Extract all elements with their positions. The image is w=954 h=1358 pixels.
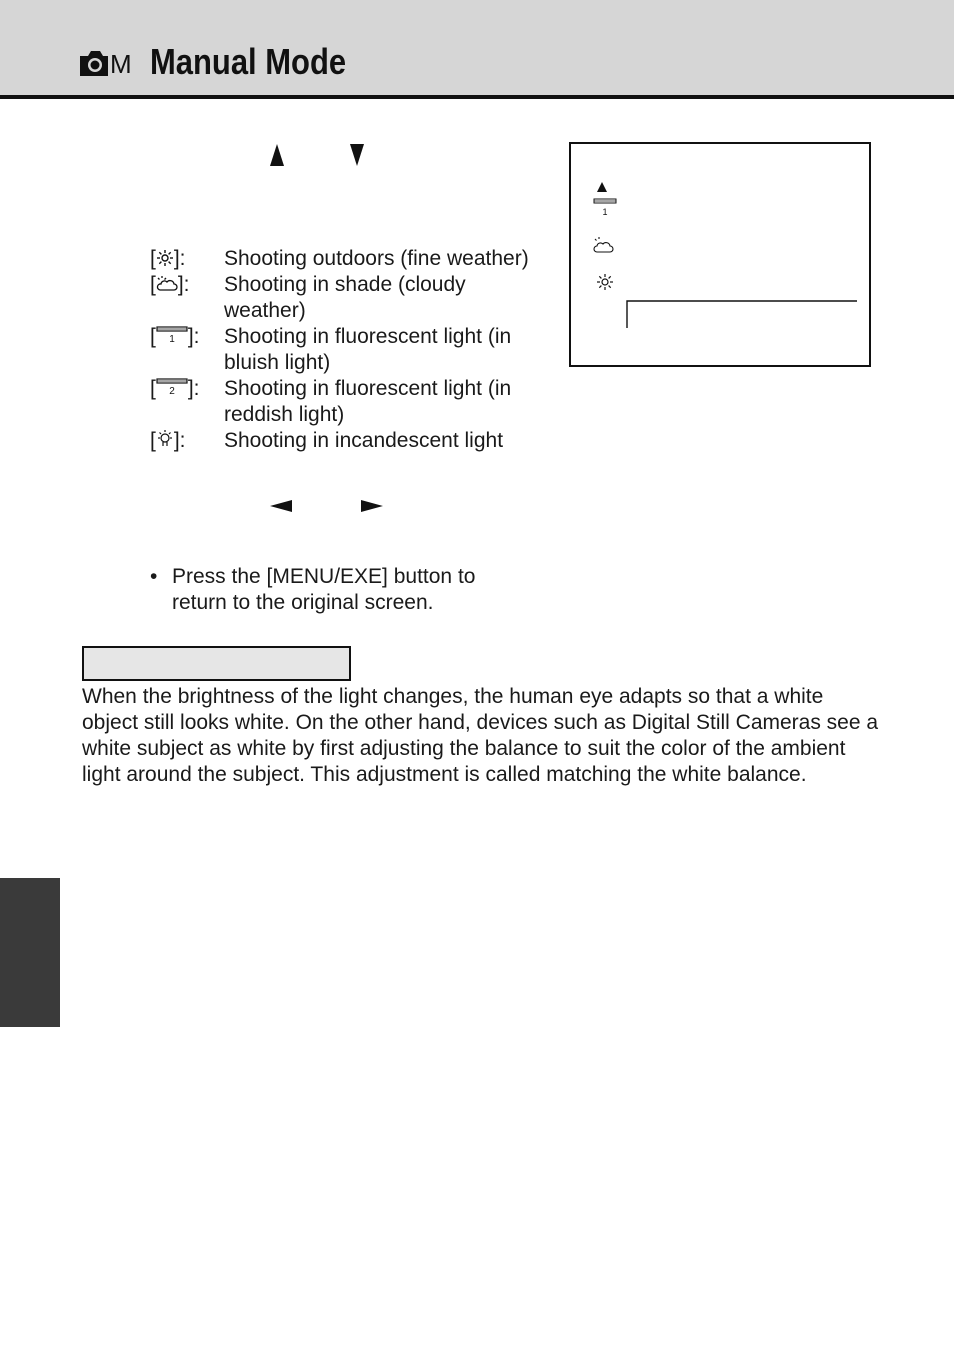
note-heading-box <box>82 646 351 681</box>
cloud-icon <box>594 237 613 252</box>
cloud-icon <box>156 275 178 293</box>
left-arrow-icon <box>270 500 292 512</box>
callout-line <box>627 301 857 328</box>
list-item: [ ]: Shooting outdoors (fine weather) <box>150 246 550 272</box>
bullet-text: Press the [MENU/EXE] button to return to the original screen. <box>172 565 476 614</box>
svg-text:2: 2 <box>169 386 175 397</box>
list-item-label: Shooting in incandescent light <box>224 429 504 452</box>
list-item: [ ]: Shooting in incandescent light <box>150 428 550 454</box>
white-balance-list <box>150 246 550 454</box>
explanation-paragraph: When the brightness of the light changes, the human eye adapts so that a white object still looks white. On the other hand, devices such as Digital Still Cameras see a white subject as white by first adjusting the balance to suit the color of the ambient light around the subject. This adjustment is called matching the white balance. <box>82 685 879 786</box>
fluorescent-1-icon <box>156 325 188 345</box>
bullet-note <box>150 564 530 616</box>
bullet-symbol: • <box>150 565 158 588</box>
list-item-label: Shooting in shade (cloudy weather) <box>224 273 466 322</box>
up-triangle-icon <box>597 182 607 192</box>
chapter-side-tab <box>0 878 60 1027</box>
list-item-label: Shooting outdoors (fine weather) <box>224 247 529 270</box>
list-item: [ ]: Shooting in shade (cloudy weather) <box>150 272 550 324</box>
list-item: [ 1 ]: Shooting in fluorescent light (in bluish light) <box>150 324 550 376</box>
svg-text:1: 1 <box>602 207 608 217</box>
page-title: Manual Mode <box>150 41 347 82</box>
mode-letter: M <box>110 49 132 79</box>
screen-preview <box>569 142 871 367</box>
sun-icon <box>597 274 613 290</box>
list-item: [ 2 ]: Shooting in fluorescent light (in reddish light) <box>150 376 550 428</box>
up-arrow-icon <box>270 144 284 166</box>
page-header <box>0 0 954 99</box>
fluorescent-2-icon <box>156 377 188 397</box>
right-arrow-icon <box>361 500 383 512</box>
list-item-label: Shooting in fluorescent light (in reddish light) <box>224 377 512 426</box>
sun-icon <box>156 249 174 267</box>
list-item-label: Shooting in fluorescent light (in bluish light) <box>224 325 512 374</box>
incandescent-icon <box>156 429 174 449</box>
fluorescent-1-icon <box>594 199 616 217</box>
down-arrow-icon <box>350 144 364 166</box>
camera-icon <box>78 48 110 78</box>
svg-text:1: 1 <box>169 334 175 345</box>
screen-preview-graphic <box>571 144 869 365</box>
